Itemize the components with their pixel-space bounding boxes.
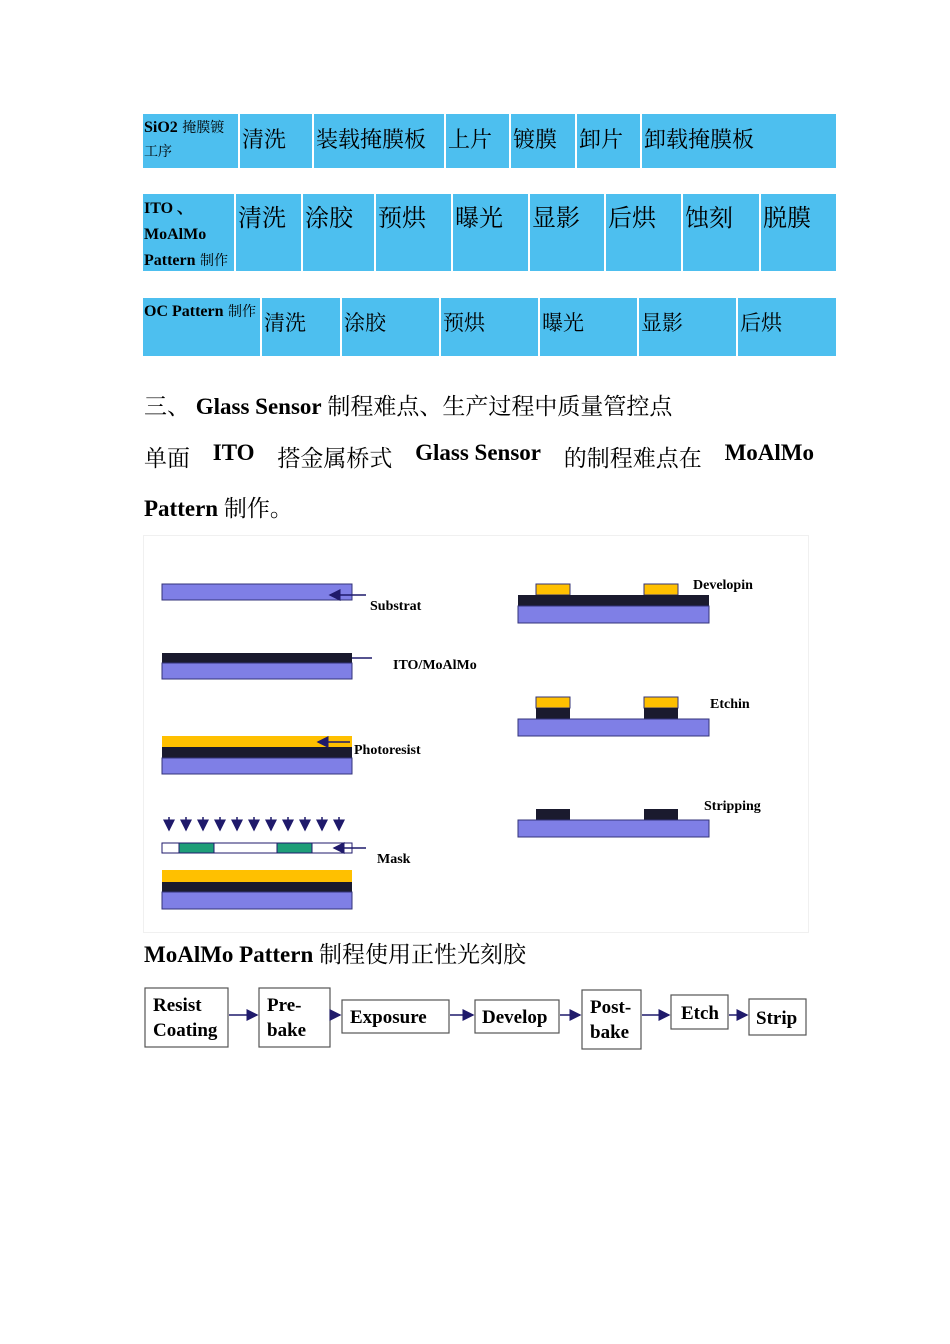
para-bold: Pattern: [144, 496, 219, 521]
header-bold: OC Pattern: [144, 303, 224, 320]
step-cell: 曝光: [540, 298, 639, 356]
process-diagram: [143, 535, 809, 933]
label-etching: Etchin: [710, 697, 750, 712]
substrate-layer: [162, 758, 352, 774]
step-cell: 卸载掩膜板: [644, 128, 755, 153]
flow-box-etch: [671, 995, 728, 1029]
flow-box-resist-coating: [145, 988, 228, 1047]
step-cell: 卸片: [577, 114, 642, 168]
flow-box-develop: [475, 1000, 559, 1033]
caption-rest: 制程使用正性光刻胶: [319, 942, 526, 968]
step-cell: 清洗: [240, 114, 314, 168]
label-ito: ITO/MoAlMo: [393, 658, 477, 673]
header-bold: ITO 、MoAlMo Pattern: [144, 200, 207, 269]
developing-step: [518, 578, 753, 623]
metal-layer: [518, 595, 709, 606]
flow-box-exposure: [342, 1000, 449, 1033]
para-text: 的制程难点在: [563, 446, 702, 472]
step-cell: 预烘: [376, 194, 453, 271]
para-text: 制作。: [223, 496, 293, 522]
step-cell: 镀膜: [511, 114, 577, 168]
metal-layer: [162, 882, 352, 892]
step-cell: 上片: [446, 114, 511, 168]
diagram-caption: [144, 936, 526, 969]
para-bold: MoAlMo: [724, 440, 814, 465]
para-bold: Glass Sensor: [415, 440, 542, 465]
substrate-layer: [162, 663, 352, 679]
label-developing: Developin: [693, 578, 753, 593]
section-title-bold: Glass Sensor: [195, 394, 322, 419]
paragraph-line-1: [144, 440, 814, 473]
flow-label: Develop: [482, 1007, 548, 1028]
mask-opaque: [179, 843, 214, 853]
table-header-cell: [143, 114, 240, 168]
section-number: 三、: [144, 394, 190, 420]
mask-opaque: [277, 843, 312, 853]
resist-layer: [162, 870, 352, 882]
header-text: 制作: [199, 253, 228, 269]
step-cell: 涂胶: [303, 194, 376, 271]
resist-block: [644, 697, 678, 708]
mask-step: [162, 843, 411, 909]
flow-box-pre-bake: [259, 988, 330, 1047]
metal-block: [644, 708, 678, 719]
step-cell: 显影: [639, 298, 738, 356]
substrate-layer: [162, 584, 352, 600]
resist-block: [644, 584, 678, 595]
flow-label: Etch: [681, 1003, 719, 1024]
label-substrat: Substrat: [370, 599, 422, 614]
step-cell: 脱膜: [763, 204, 811, 232]
stripping-step: [518, 799, 761, 837]
step-cell: 清洗: [236, 194, 303, 271]
flow-label: Pre-bake: [267, 995, 307, 1041]
label-mask: Mask: [377, 852, 411, 867]
metal-block: [536, 708, 570, 719]
flow-label: Resist Coating: [153, 995, 218, 1041]
flow-box-post-bake: [582, 990, 641, 1049]
process-table-ito: [143, 194, 836, 271]
substrate-layer: [518, 606, 709, 623]
substrate-step: [162, 584, 422, 614]
para-text: 搭金属桥式: [277, 446, 393, 472]
para-bold: ITO: [212, 440, 255, 465]
flow-label: Exposure: [350, 1007, 427, 1028]
step-cell: 蚀刻: [683, 194, 761, 271]
substrate-layer: [162, 892, 352, 909]
step-cell: 后烘: [606, 194, 683, 271]
etching-step: [518, 697, 750, 736]
table-header-cell: [143, 194, 236, 271]
header-bold: SiO2: [144, 119, 178, 136]
header-text: 掩膜镀工序: [144, 120, 225, 160]
section-heading: [144, 388, 672, 421]
process-flow: [143, 985, 813, 1057]
label-stripping: Stripping: [704, 799, 761, 814]
header-text: 制作: [227, 304, 256, 320]
ito-step: [162, 653, 477, 679]
table-header-cell: [143, 298, 262, 356]
substrate-layer: [518, 820, 709, 837]
step-cell: 涂胶: [342, 298, 441, 356]
flow-label: Strip: [756, 1008, 798, 1029]
process-table-sio2: [143, 114, 836, 168]
step-cell: 后烘: [740, 311, 782, 335]
flow-box-strip: [749, 999, 806, 1035]
paragraph-line-2: [144, 490, 293, 523]
label-photoresist: Photoresist: [354, 743, 421, 758]
step-cell: 预烘: [441, 298, 540, 356]
para-text: 单面: [144, 446, 190, 472]
substrate-layer: [518, 719, 709, 736]
resist-block: [536, 584, 570, 595]
metal-block: [644, 809, 678, 820]
step-cell: 显影: [530, 194, 606, 271]
metal-layer: [162, 653, 352, 663]
caption-bold: MoAlMo Pattern: [144, 942, 314, 967]
metal-layer: [162, 747, 352, 758]
process-table-oc: [143, 298, 836, 356]
step-cell: 曝光: [453, 194, 530, 271]
step-cell: 装载掩膜板: [314, 114, 446, 168]
resist-block: [536, 697, 570, 708]
step-cell: 清洗: [262, 298, 342, 356]
flow-label: Post-bake: [590, 997, 632, 1043]
section-title-rest: 制程难点、生产过程中质量管控点: [327, 394, 673, 420]
exposure-arrows: [169, 817, 339, 830]
photoresist-step: [162, 736, 421, 774]
metal-block: [536, 809, 570, 820]
